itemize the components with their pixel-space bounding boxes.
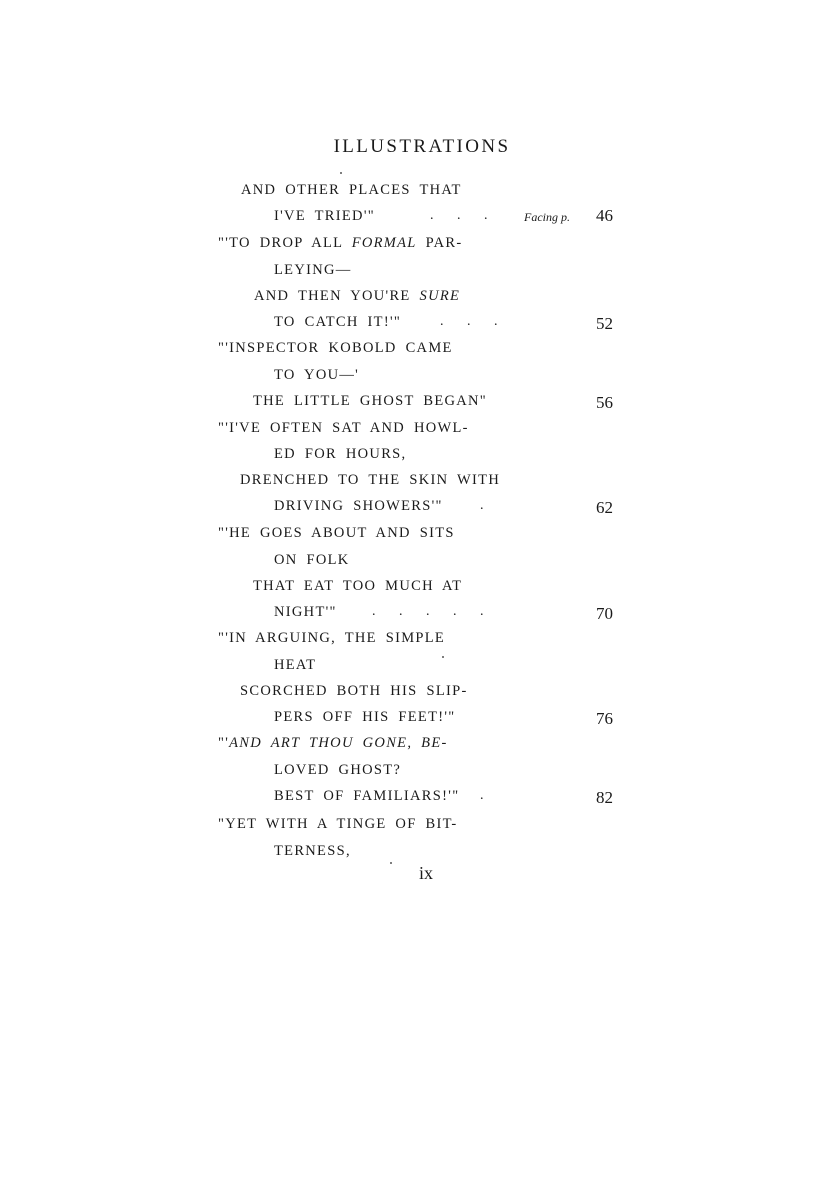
entry-2-italic-2: SURE [419, 288, 461, 304]
leader-dots: . [480, 788, 494, 803]
leader-dots: . [480, 498, 494, 513]
entry-6-line-4: PERS OFF HIS FEET!'" [274, 709, 456, 725]
leader-dots: . . . [440, 314, 508, 329]
entry-2-line-1 [218, 233, 463, 253]
entry-7-line-1 [218, 733, 448, 753]
page-number-4: 62 [596, 498, 613, 517]
print-speck [442, 656, 444, 658]
facing-label: Facing p. [524, 210, 570, 224]
page-number-2: 52 [596, 314, 613, 333]
entry-4-line-1: "'I'VE OFTEN SAT AND HOWL- [218, 420, 469, 436]
page-number-1: 46 [596, 206, 613, 225]
entry-8-line-1: "YET WITH A TINGE OF BIT- [218, 816, 458, 832]
page-folio: ix [418, 863, 433, 883]
entry-5-line-4: NIGHT'" [274, 604, 337, 620]
entry-2-line-4: TO CATCH IT!'" [274, 314, 402, 330]
entry-7-quote: "' [218, 735, 230, 751]
entry-2-text-2: PAR- [425, 235, 463, 251]
print-speck [340, 172, 342, 174]
entry-1-line-2: I'VE TRIED'" [274, 208, 375, 224]
entry-2-line-3 [254, 286, 460, 306]
leader-dots: . . . [430, 208, 498, 223]
page-number-3: 56 [596, 393, 613, 412]
page-number-5: 70 [596, 604, 613, 623]
entry-7-line-3: BEST OF FAMILIARS!'" [274, 788, 460, 804]
entry-1-line-1: AND OTHER PLACES THAT [241, 182, 462, 198]
page-number-6: 76 [596, 709, 613, 728]
entry-8-line-2: TERNESS, [274, 843, 351, 859]
entry-2-text-3: AND THEN YOU'RE [254, 288, 411, 304]
entry-3-line-2: TO YOU—' [274, 367, 360, 383]
entry-3-line-1: "'INSPECTOR KOBOLD CAME [218, 340, 453, 356]
entry-2-italic: FORMAL [351, 235, 417, 251]
entry-4-line-2: ED FOR HOURS, [274, 446, 407, 462]
entry-6-line-2: HEAT [274, 657, 317, 673]
entry-7-line-2: LOVED GHOST? [274, 762, 402, 778]
entry-3-line-3: THE LITTLE GHOST BEGAN" [253, 393, 488, 409]
page-number-7: 82 [596, 788, 613, 807]
entry-7-italic: AND ART THOU GONE, BE- [229, 735, 448, 751]
entry-5-line-2: ON FOLK [274, 552, 350, 568]
entry-6-line-3: SCORCHED BOTH HIS SLIP- [240, 683, 468, 699]
entry-6-line-1: "'IN ARGUING, THE SIMPLE [218, 630, 446, 646]
entry-5-line-1: "'HE GOES ABOUT AND SITS [218, 525, 455, 541]
entry-5-line-3: THAT EAT TOO MUCH AT [253, 578, 463, 594]
leader-dots: . . . . . [372, 604, 494, 619]
entry-2-line-2: LEYING— [274, 262, 352, 278]
entry-2-text: "'TO DROP ALL [218, 235, 343, 251]
entry-4-line-4: DRIVING SHOWERS'" [274, 498, 443, 514]
page-heading: ILLUSTRATIONS [333, 136, 511, 157]
entry-4-line-3: DRENCHED TO THE SKIN WITH [240, 472, 501, 488]
